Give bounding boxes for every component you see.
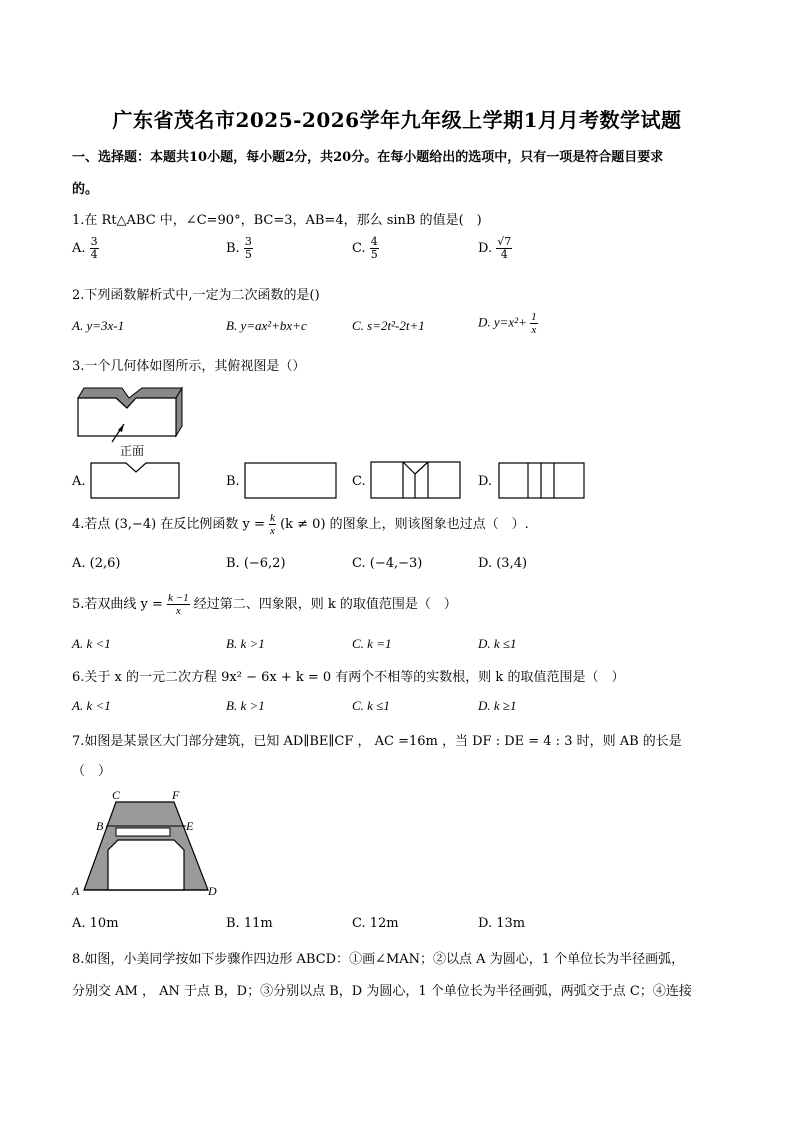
question-8-line-1: 8.如图，小美同学按如下步骤作四边形 ABCD：①画∠MAN；②以点 A 为圆心，1 个单位长为半径画弧，: [72, 952, 685, 967]
q7-label-d: D: [208, 884, 217, 898]
question-2-stem: 2.下列函数解析式中,一定为二次函数的是(): [72, 288, 320, 303]
q1-a-fraction: $\frac{3}{4}$: [90, 235, 98, 261]
question-1-stem: 1.在 Rt△ABC 中，∠C=90°，BC=3，AB=4，那么 sinB 的值是( ): [72, 213, 482, 228]
q7-label-c: C: [112, 788, 121, 802]
q7-option-d: D. 13m: [478, 916, 526, 931]
q1-d-fraction: $\frac{√7}{4}$: [497, 235, 512, 261]
q7-option-b: B. 11m: [226, 916, 273, 931]
q1-option-b: B. $\frac{3}{5}$: [226, 235, 252, 261]
q5-fraction: $\frac{k -1}{x}$: [168, 592, 189, 617]
page-title: 广东省茂名市2025-2026学年九年级上学期1月月考数学试题: [112, 108, 682, 132]
q2-option-c: C. s=2t²-2t+1: [352, 318, 425, 333]
q7-label-e: E: [186, 819, 194, 833]
q7-option-c: C. 12m: [352, 916, 399, 931]
q7-label-a: A: [72, 884, 80, 898]
section-heading: 一、选择题：本题共10小题，每小题2分，共20分。在每小题给出的选项中，只有一项是符合题目要求: [72, 150, 664, 165]
q4-fraction: $\frac{k}{x}$: [270, 512, 275, 537]
question-8-line-2: 分别交 AM ， AN 于点 B，D；③分别以点 B，D 为圆心，1 个单位长为半径画弧，两弧交于点 C；④连接: [72, 984, 692, 999]
q3-option-a-label: A.: [72, 474, 86, 489]
q3-option-b-figure: [244, 462, 338, 500]
q7-label-f: F: [172, 788, 180, 802]
question-7-stem: 7.如图是某景区大门部分建筑，已知 AD∥BE∥CF ， AC =16m ，当 DF : DE = 4 : 3 时，则 AB 的长是: [72, 734, 682, 749]
question-7-stem-cont: （ ）: [72, 764, 112, 779]
question-4-stem: 4.若点 (3,−4) 在反比例函数 y = $\frac{k}{x}$ (k ≠ 0) 的图象上，则该图象也过点（ ）.: [72, 512, 529, 537]
q2-d-fraction: $\frac{1}{x}$: [531, 311, 537, 336]
q1-option-a: A. $\frac{3}{4}$: [72, 235, 98, 261]
q3-option-b-label: B.: [226, 474, 240, 489]
q7-gate-figure: [70, 788, 226, 898]
q3-option-d-figure: [498, 462, 586, 500]
q4-option-c: C. (−4,−3): [352, 556, 423, 571]
q6-option-a: A. k <1: [72, 698, 111, 713]
question-5-stem: 5.若双曲线 y = $\frac{k -1}{x}$ 经过第二、四象限，则 k 的取值范围是（ ）: [72, 592, 457, 617]
q3-option-c-figure: [370, 460, 462, 500]
q3-option-a-figure: [90, 462, 182, 500]
q5-option-c: C. k =1: [352, 636, 392, 651]
q3-option-d-label: D.: [478, 474, 493, 489]
q6-option-d: D. k ≥1: [478, 698, 517, 713]
q1-b-fraction: $\frac{3}{5}$: [244, 235, 252, 261]
question-6-stem: 6.关于 x 的一元二次方程 9x² − 6x + k = 0 有两个不相等的实数根，则 k 的取值范围是（ ）: [72, 670, 625, 685]
q5-option-b: B. k >1: [226, 636, 265, 651]
question-3-stem: 3.一个几何体如图所示，其俯视图是（）: [72, 359, 306, 374]
q1-option-d: D. $\frac{√7}{4}$: [478, 235, 512, 261]
q7-label-b: B: [96, 819, 104, 833]
q6-option-c: C. k ≤1: [352, 698, 390, 713]
q5-option-a: A. k <1: [72, 636, 111, 651]
q1-c-fraction: $\frac{4}{5}$: [370, 235, 378, 261]
q4-option-b: B. (−6,2): [226, 556, 286, 571]
q4-option-a: A. (2,6): [72, 556, 121, 571]
q2-option-a: A. y=3x-1: [72, 318, 125, 333]
section-heading-cont: 的。: [72, 182, 99, 197]
q3-option-c-label: C.: [352, 474, 366, 489]
q7-option-a: A. 10m: [72, 916, 119, 931]
q5-option-d: D. k ≤1: [478, 636, 517, 651]
q2-option-d: D. y=x²+ $\frac{1}{x}$: [478, 311, 537, 336]
q6-option-b: B. k >1: [226, 698, 265, 713]
q1-option-c: C. $\frac{4}{5}$: [352, 235, 378, 261]
q3-front-label: 正面: [120, 444, 145, 458]
q2-option-b: B. y=ax²+bx+c: [226, 318, 307, 333]
q4-option-d: D. (3,4): [478, 556, 528, 571]
